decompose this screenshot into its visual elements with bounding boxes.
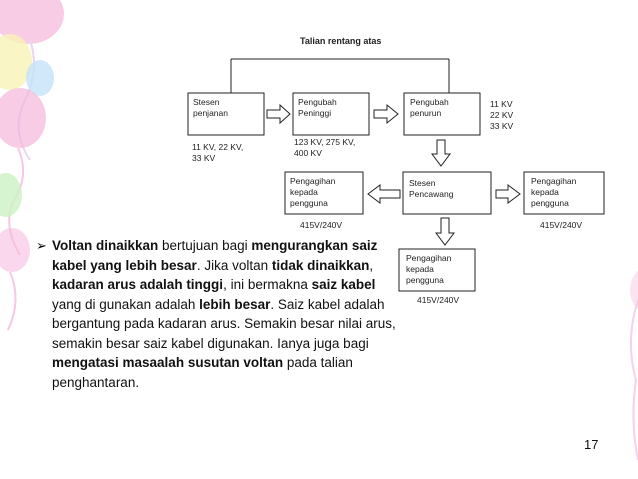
text-pengubah-1: Pengubah — [298, 97, 337, 107]
text-pengubah-2: Pengubah — [410, 97, 449, 107]
text-penjanan: penjanan — [193, 108, 228, 118]
text-pencawang: Pencawang — [409, 189, 454, 199]
gen-voltage-line2: 33 KV — [192, 153, 216, 163]
stepup-voltage-line1: 123 KV, 275 KV, — [294, 137, 356, 147]
arrow-left — [368, 185, 400, 203]
text-pengagihan-bottom-1: Pengagihan — [406, 253, 452, 263]
arrow-down-1 — [432, 140, 450, 166]
arrow-down-2 — [436, 218, 454, 245]
label-talian-rentang-atas: Talian rentang atas — [300, 36, 382, 46]
user-voltage-left: 415V/240V — [300, 220, 343, 230]
text-penurun: penurun — [410, 108, 442, 118]
stepdown-voltage-3: 33 KV — [490, 121, 514, 131]
text-stesen-2: Stesen — [409, 178, 436, 188]
arrow-right-2 — [374, 105, 398, 123]
text-pengagihan-left-3: pengguna — [290, 198, 328, 208]
stepdown-voltage-1: 11 KV — [490, 99, 513, 109]
arrow-right-3 — [496, 185, 520, 203]
text-pengagihan-bottom-2: kepada — [406, 264, 434, 274]
arrow-right-1 — [267, 105, 290, 123]
stepdown-voltage-2: 22 KV — [490, 110, 514, 120]
stepup-voltage-line2: 400 KV — [294, 148, 322, 158]
text-pengagihan-right-3: pengguna — [531, 198, 569, 208]
text-stesen: Stesen — [193, 97, 220, 107]
arrow-bullet-icon: ➢ — [36, 238, 47, 253]
text-pengagihan-right-1: Pengagihan — [531, 176, 577, 186]
user-voltage-bottom: 415V/240V — [417, 295, 460, 305]
text-pengagihan-left-2: kepada — [290, 187, 318, 197]
page-number: 17 — [584, 437, 599, 452]
gen-voltage-line1: 11 KV, 22 KV, — [192, 142, 244, 152]
text-pengagihan-bottom-3: pengguna — [406, 275, 444, 285]
text-peninggi: Peninggi — [298, 108, 332, 118]
user-voltage-right: 415V/240V — [540, 220, 583, 230]
explanation-paragraph: Voltan dinaikkan bertujuan bagi mengurangkan saiz kabel yang lebih besar. Jika voltan tidak dinaikkan, kadaran arus adalah tinggi, ini bermakna saiz kabel yang di gunakan adalah lebih besar. Saiz kabel adalah bergantung pada kadaran arus. Semakin besar nilai arus, semakin besar saiz kabel digunakan. Ianya juga bagi mengatasi masaalah susutan voltan pada talian penghantaran. — [52, 238, 396, 390]
text-pengagihan-right-2: kepada — [531, 187, 559, 197]
text-pengagihan-left-1: Pengagihan — [290, 176, 336, 186]
